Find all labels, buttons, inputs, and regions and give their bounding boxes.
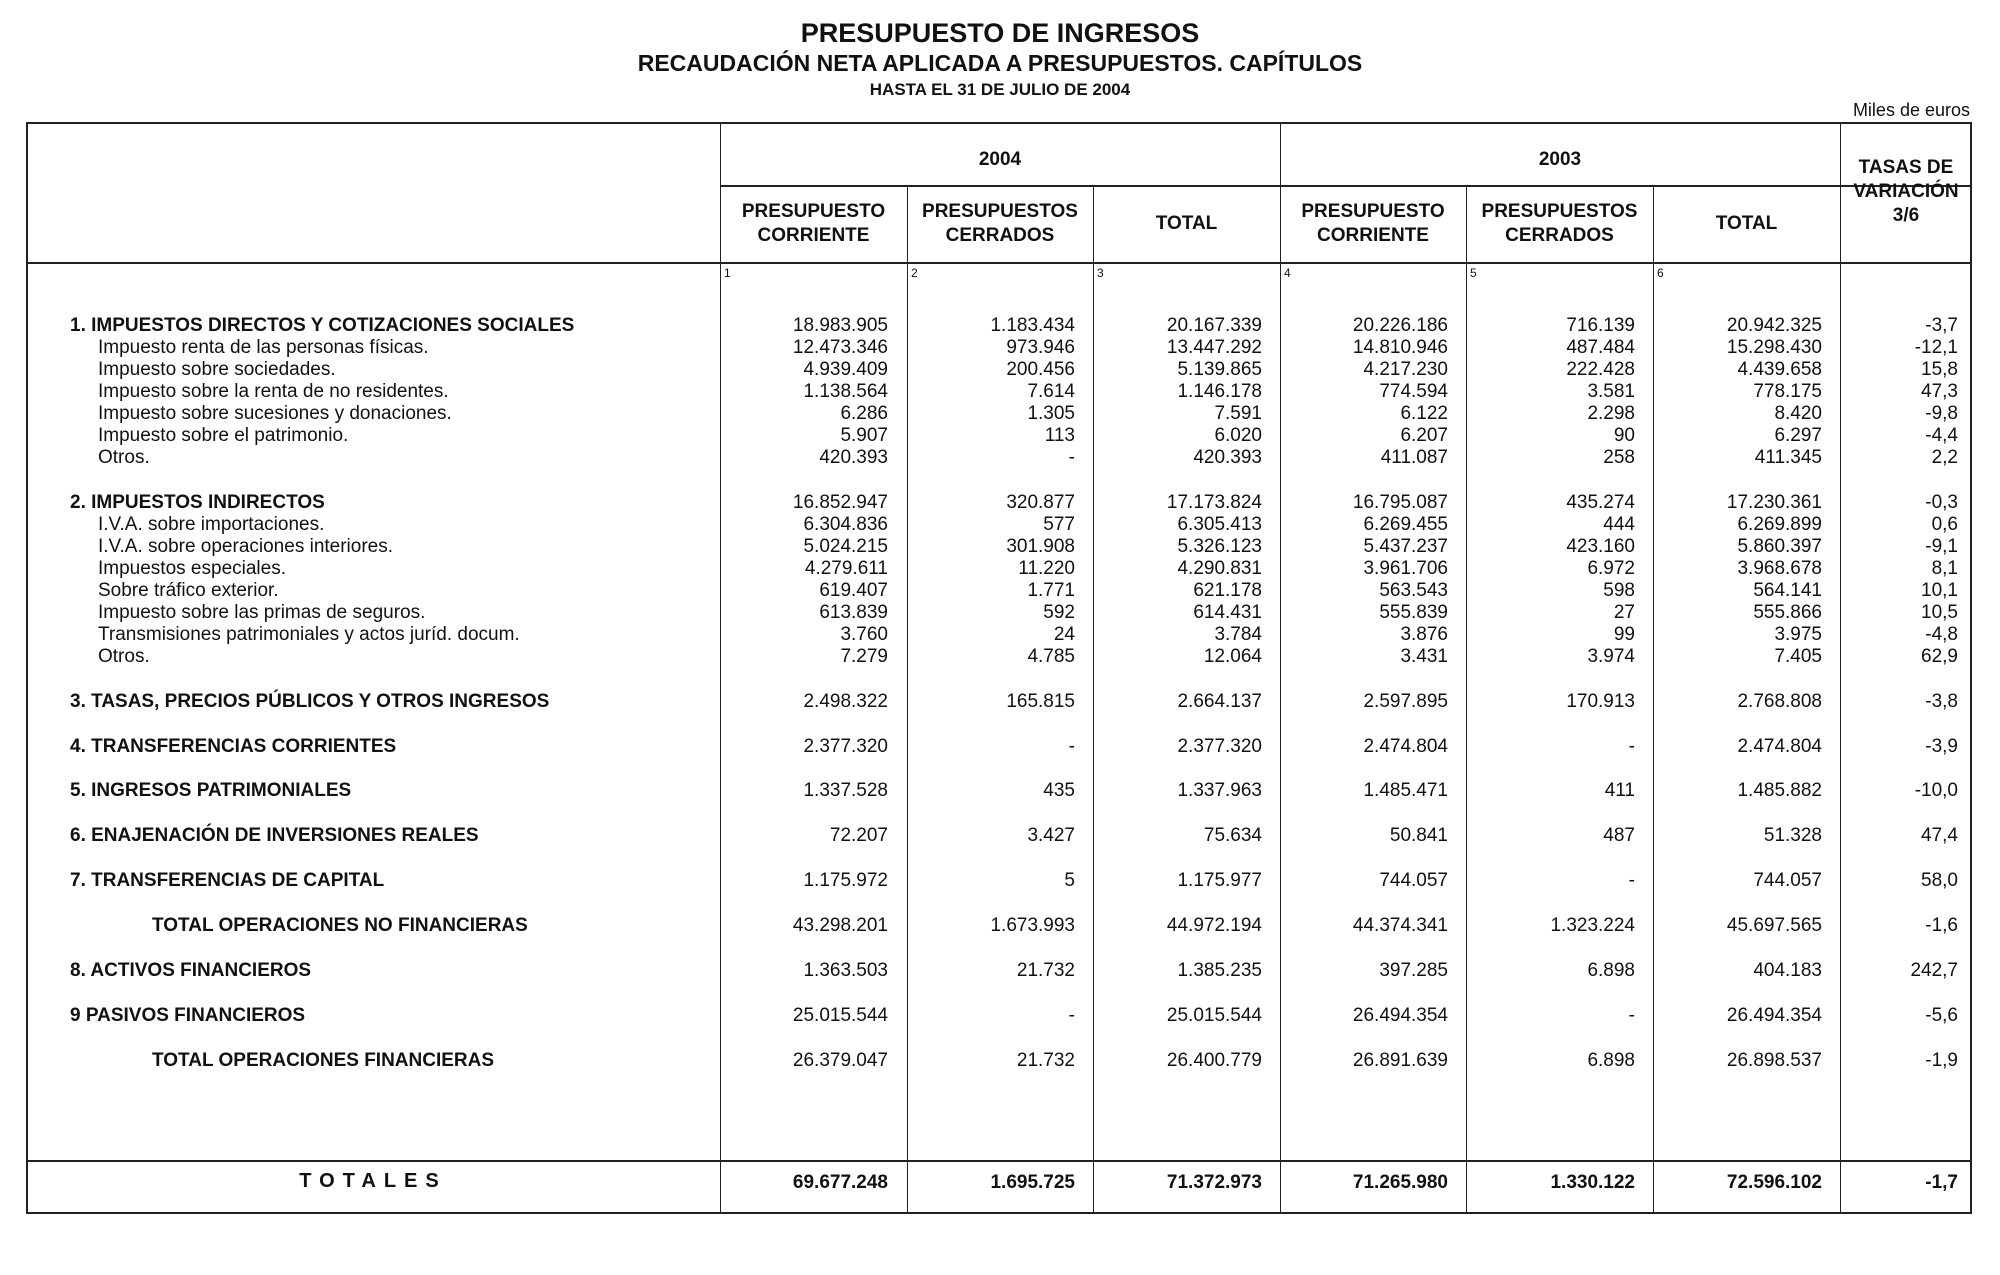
row-value: 6.898	[1587, 1050, 1635, 1071]
row-value: 26.379.047	[792, 1050, 888, 1071]
column-number: 3	[1097, 266, 1104, 280]
row-value: 99	[1613, 624, 1635, 645]
row-value: 2.597.895	[1363, 691, 1448, 712]
row-label: 6. ENAJENACIÓN DE INVERSIONES REALES	[70, 825, 479, 846]
row-value: 563.543	[1379, 580, 1448, 601]
row-value: 26.400.779	[1166, 1050, 1262, 1071]
row-value: 2.377.320	[1177, 736, 1262, 757]
row-value: 7.591	[1214, 403, 1262, 424]
row-value: 598	[1603, 580, 1635, 601]
row-value: 1.323.224	[1550, 915, 1635, 936]
row-value: 3.975	[1774, 624, 1822, 645]
subheader-1-line: PRESUPUESTO	[741, 201, 886, 222]
row-value: 26.494.354	[1352, 1005, 1448, 1026]
subheader-5	[1466, 200, 1653, 248]
row-value: 1.175.972	[803, 870, 888, 891]
row-label: Impuesto renta de las personas físicas.	[98, 337, 429, 358]
row-value: 6.269.455	[1363, 514, 1448, 535]
grid-vline	[1466, 185, 1467, 1214]
row-label: 7. TRANSFERENCIAS DE CAPITAL	[70, 870, 385, 891]
row-value: 20.942.325	[1726, 315, 1822, 336]
row-value: 6.304.836	[803, 514, 888, 535]
row-value: 774.594	[1379, 381, 1448, 402]
row-value: 44.972.194	[1166, 915, 1262, 936]
row-value: 3.431	[1400, 646, 1448, 667]
row-value: 44.374.341	[1352, 915, 1448, 936]
row-value: 397.285	[1379, 960, 1448, 981]
grid-hline	[26, 1160, 1972, 1162]
row-value: -9,1	[1925, 536, 1958, 557]
row-value: 1.138.564	[803, 381, 888, 402]
row-value: 1.183.434	[990, 315, 1075, 336]
totals-value: 69.677.248	[792, 1172, 888, 1193]
row-value: -	[1068, 1005, 1075, 1026]
row-value: 12.473.346	[792, 337, 888, 358]
row-value: 411	[1604, 780, 1635, 801]
grid-vline	[1093, 185, 1094, 1214]
subheader-1-line: CORRIENTE	[757, 225, 870, 246]
row-value: 75.634	[1203, 825, 1262, 846]
row-value: 744.057	[1753, 870, 1822, 891]
row-value: 50.841	[1389, 825, 1448, 846]
header-year-2004: 2004	[978, 149, 1022, 170]
row-value: 592	[1043, 602, 1075, 623]
row-value: 27	[1613, 602, 1635, 623]
row-label: 2. IMPUESTOS INDIRECTOS	[70, 492, 325, 513]
row-value: 5.139.865	[1177, 359, 1262, 380]
row-value: 7.614	[1027, 381, 1075, 402]
row-value: 2.474.804	[1363, 736, 1448, 757]
row-value: -0,3	[1925, 492, 1958, 513]
row-value: 26.494.354	[1726, 1005, 1822, 1026]
row-value: 614.431	[1193, 602, 1262, 623]
row-value: -3,8	[1925, 691, 1958, 712]
row-label: 8. ACTIVOS FINANCIEROS	[70, 960, 312, 981]
header-tasas-line-1: TASAS DE	[1858, 157, 1954, 178]
units-label: Miles de euros	[1852, 100, 1970, 120]
row-value: 17.173.824	[1166, 492, 1262, 513]
row-value: 2.298	[1587, 403, 1635, 424]
row-value: 1.771	[1027, 580, 1075, 601]
grid-vline	[1280, 122, 1281, 1214]
subheader-4-line: PRESUPUESTO	[1301, 201, 1445, 222]
row-value: 3.974	[1587, 646, 1635, 667]
subheader-5-line: PRESUPUESTOS	[1481, 201, 1638, 222]
row-value: -	[1068, 447, 1075, 468]
row-value: 7.405	[1774, 646, 1822, 667]
row-value: 13.447.292	[1166, 337, 1262, 358]
row-value: -5,6	[1925, 1005, 1958, 1026]
row-value: 6.122	[1400, 403, 1448, 424]
column-number: 5	[1470, 266, 1477, 280]
row-value: 577	[1043, 514, 1075, 535]
row-value: 15,8	[1921, 359, 1958, 380]
row-value: 25.015.544	[1166, 1005, 1262, 1026]
row-label: 9 PASIVOS FINANCIEROS	[70, 1005, 306, 1026]
row-value: 1.337.528	[803, 780, 888, 801]
row-value: 487.484	[1566, 337, 1635, 358]
row-value: -	[1628, 736, 1635, 757]
column-number: 1	[724, 266, 731, 280]
row-value: 6.297	[1774, 425, 1822, 446]
row-value: 6.020	[1214, 425, 1262, 446]
row-value: 0,6	[1931, 514, 1958, 535]
row-value: 7.279	[840, 646, 888, 667]
row-value: 12.064	[1203, 646, 1262, 667]
row-value: -12,1	[1914, 337, 1958, 358]
row-label: Impuesto sobre la renta de no residentes.	[98, 381, 449, 402]
row-value: 17.230.361	[1726, 492, 1822, 513]
row-value: 2.498.322	[803, 691, 888, 712]
row-value: 2,2	[1931, 447, 1958, 468]
subheader-4-line: CORRIENTE	[1317, 225, 1429, 246]
row-value: 404.183	[1753, 960, 1822, 981]
subheader-6-line: TOTAL	[1715, 213, 1778, 234]
row-value: 170.913	[1566, 691, 1635, 712]
totals-value: 1.695.725	[990, 1172, 1075, 1193]
header-tasas-line-3: 3/6	[1892, 205, 1920, 226]
row-value: 14.810.946	[1352, 337, 1448, 358]
row-value: 51.328	[1763, 825, 1822, 846]
header-year-2003: 2003	[1538, 149, 1582, 170]
row-value: 8.420	[1774, 403, 1822, 424]
row-value: 555.866	[1753, 602, 1822, 623]
row-value: 26.898.537	[1726, 1050, 1822, 1071]
column-number: 2	[911, 266, 918, 280]
row-value: 555.839	[1379, 602, 1448, 623]
row-value: 1.673.993	[990, 915, 1075, 936]
row-value: 3.581	[1587, 381, 1635, 402]
row-value: 72.207	[829, 825, 888, 846]
row-value: 4.439.658	[1737, 359, 1822, 380]
row-value: 320.877	[1006, 492, 1075, 513]
row-value: -	[1068, 736, 1075, 757]
totals-value: 1.330.122	[1550, 1172, 1635, 1193]
row-value: 564.141	[1753, 580, 1822, 601]
row-value: -	[1628, 1005, 1635, 1026]
row-value: 5.437.237	[1363, 536, 1448, 557]
row-value: 1.146.178	[1177, 381, 1262, 402]
row-value: 5.907	[840, 425, 888, 446]
row-label: 4. TRANSFERENCIAS CORRIENTES	[70, 736, 397, 757]
row-value: 5.024.215	[803, 536, 888, 557]
grid-hline	[26, 262, 1972, 264]
row-value: 6.972	[1587, 558, 1635, 579]
row-value: 58,0	[1921, 870, 1958, 891]
row-value: 6.286	[840, 403, 888, 424]
row-value: 2.474.804	[1737, 736, 1822, 757]
row-value: 26.891.639	[1352, 1050, 1448, 1071]
row-value: 47,3	[1921, 381, 1958, 402]
row-value: 11.220	[1018, 558, 1075, 579]
row-value: -9,8	[1925, 403, 1958, 424]
row-value: 15.298.430	[1726, 337, 1822, 358]
row-value: 10,1	[1921, 580, 1958, 601]
row-value: 301.908	[1006, 536, 1075, 557]
row-value: 5	[1064, 870, 1075, 891]
date-line: HASTA EL 31 DE JULIO DE 2004	[869, 80, 1131, 99]
row-value: -4,4	[1925, 425, 1958, 446]
row-value: 16.795.087	[1352, 492, 1448, 513]
totals-label: TOTALES	[299, 1170, 447, 1192]
row-value: 1.485.882	[1737, 780, 1822, 801]
row-label: Impuesto sobre sucesiones y donaciones.	[98, 403, 452, 424]
row-value: 4.279.611	[804, 558, 888, 579]
row-label: 1. IMPUESTOS DIRECTOS Y COTIZACIONES SOCIALES	[70, 315, 575, 336]
row-value: 47,4	[1921, 825, 1958, 846]
row-value: 3.784	[1214, 624, 1262, 645]
row-value: -10,0	[1914, 780, 1958, 801]
row-value: -1,9	[1925, 1050, 1958, 1071]
grid-vline	[720, 122, 721, 1214]
totals-value: 71.265.980	[1352, 1172, 1448, 1193]
row-value: -3,9	[1925, 736, 1958, 757]
row-value: 21.732	[1016, 1050, 1075, 1071]
row-value: 3.427	[1027, 825, 1075, 846]
row-value: 1.385.235	[1177, 960, 1262, 981]
row-value: -4,8	[1925, 624, 1958, 645]
row-value: 2.768.808	[1737, 691, 1822, 712]
row-value: 21.732	[1016, 960, 1075, 981]
row-value: 16.852.947	[792, 492, 888, 513]
row-value: 242,7	[1910, 960, 1958, 981]
row-label: I.V.A. sobre operaciones interiores.	[98, 536, 394, 557]
row-value: 165.815	[1006, 691, 1075, 712]
row-value: 4.217.230	[1363, 359, 1448, 380]
row-value: 20.167.339	[1166, 315, 1262, 336]
row-label: Transmisiones patrimoniales y actos juríd. docum.	[98, 624, 520, 645]
subheader-3-line: TOTAL	[1155, 213, 1218, 234]
row-value: 5.860.397	[1737, 536, 1822, 557]
page-title: PRESUPUESTO DE INGRESOS	[800, 18, 1200, 48]
row-label: Impuesto sobre las primas de seguros.	[98, 602, 426, 623]
totals-value: 72.596.102	[1726, 1172, 1822, 1193]
row-value: 1.485.471	[1363, 780, 1448, 801]
totals-value: -1,7	[1925, 1172, 1958, 1193]
row-value: 258	[1603, 447, 1635, 468]
page-subtitle: RECAUDACIÓN NETA APLICADA A PRESUPUESTOS. CAPÍTULOS	[637, 50, 1363, 76]
row-value: -	[1628, 870, 1635, 891]
row-value: 716.139	[1566, 315, 1635, 336]
row-value: 6.305.413	[1177, 514, 1262, 535]
row-value: 444	[1603, 514, 1635, 535]
header-tasas-line-2: VARIACIÓN	[1853, 181, 1959, 202]
row-value: 4.939.409	[803, 359, 888, 380]
row-value: 1.363.503	[803, 960, 888, 981]
row-value: 4.290.831	[1177, 558, 1262, 579]
row-value: 45.697.565	[1726, 915, 1822, 936]
row-value: 613.839	[819, 602, 888, 623]
grid-vline	[907, 185, 908, 1214]
row-value: 3.876	[1400, 624, 1448, 645]
row-value: 619.407	[819, 580, 888, 601]
row-value: 6.898	[1587, 960, 1635, 981]
row-label: TOTAL OPERACIONES FINANCIERAS	[152, 1050, 495, 1071]
row-label: Impuesto sobre el patrimonio.	[98, 425, 349, 446]
row-value: 6.207	[1400, 425, 1448, 446]
row-value: 2.664.137	[1177, 691, 1262, 712]
row-value: 744.057	[1379, 870, 1448, 891]
row-value: 43.298.201	[792, 915, 888, 936]
row-value: 3.961.706	[1363, 558, 1448, 579]
subheader-2-line: PRESUPUESTOS	[922, 201, 1078, 222]
row-value: 200.456	[1006, 359, 1075, 380]
row-value: 1.337.963	[1177, 780, 1262, 801]
row-value: 1.175.977	[1177, 870, 1262, 891]
row-value: 4.785	[1027, 646, 1075, 667]
subheader-5-line: CERRADOS	[1505, 225, 1614, 246]
row-value: 3.968.678	[1737, 558, 1822, 579]
row-value: -3,7	[1925, 315, 1958, 336]
subheader-3	[1093, 212, 1280, 236]
row-value: 18.983.905	[792, 315, 888, 336]
subheader-2	[907, 200, 1093, 248]
row-value: 420.393	[1193, 447, 1262, 468]
row-value: 25.015.544	[792, 1005, 888, 1026]
row-value: 24	[1053, 624, 1075, 645]
row-value: 621.178	[1193, 580, 1262, 601]
column-number: 4	[1284, 266, 1291, 280]
row-value: 8,1	[1931, 558, 1958, 579]
row-label: I.V.A. sobre importaciones.	[98, 514, 325, 535]
row-value: 6.269.899	[1737, 514, 1822, 535]
row-value: 90	[1613, 425, 1635, 446]
row-value: 435.274	[1566, 492, 1635, 513]
row-value: 5.326.123	[1177, 536, 1262, 557]
row-value: 10,5	[1921, 602, 1958, 623]
row-label: 5. INGRESOS PATRIMONIALES	[70, 780, 352, 801]
row-value: 222.428	[1566, 359, 1635, 380]
row-label: 3. TASAS, PRECIOS PÚBLICOS Y OTROS INGRESOS	[70, 691, 550, 712]
row-label: Otros.	[98, 447, 150, 468]
column-number: 6	[1657, 266, 1664, 280]
row-label: Sobre tráfico exterior.	[98, 580, 279, 601]
row-value: 411.087	[1380, 447, 1448, 468]
grid-vline	[1840, 122, 1841, 1214]
row-value: 62,9	[1921, 646, 1958, 667]
subheader-6	[1653, 212, 1840, 236]
header-tasas	[1840, 156, 1972, 228]
row-value: 420.393	[819, 447, 888, 468]
row-value: 778.175	[1753, 381, 1822, 402]
subheader-1	[720, 200, 907, 248]
row-label: TOTAL OPERACIONES NO FINANCIERAS	[152, 915, 528, 936]
row-label: Otros.	[98, 646, 150, 667]
row-value: 1.305	[1027, 403, 1075, 424]
row-value: 113	[1044, 425, 1075, 446]
row-value: 20.226.186	[1352, 315, 1448, 336]
subheader-4	[1280, 200, 1466, 248]
row-value: 2.377.320	[803, 736, 888, 757]
totals-value: 71.372.973	[1166, 1172, 1262, 1193]
row-value: 423.160	[1566, 536, 1635, 557]
row-value: 3.760	[840, 624, 888, 645]
row-value: 435	[1043, 780, 1075, 801]
row-value: 973.946	[1006, 337, 1075, 358]
grid-vline	[1653, 185, 1654, 1214]
row-value: 411.345	[1754, 447, 1822, 468]
row-value: -1,6	[1925, 915, 1958, 936]
row-label: Impuesto sobre sociedades.	[98, 359, 336, 380]
subheader-2-line: CERRADOS	[945, 225, 1055, 246]
row-value: 487	[1603, 825, 1635, 846]
row-label: Impuestos especiales.	[98, 558, 286, 579]
